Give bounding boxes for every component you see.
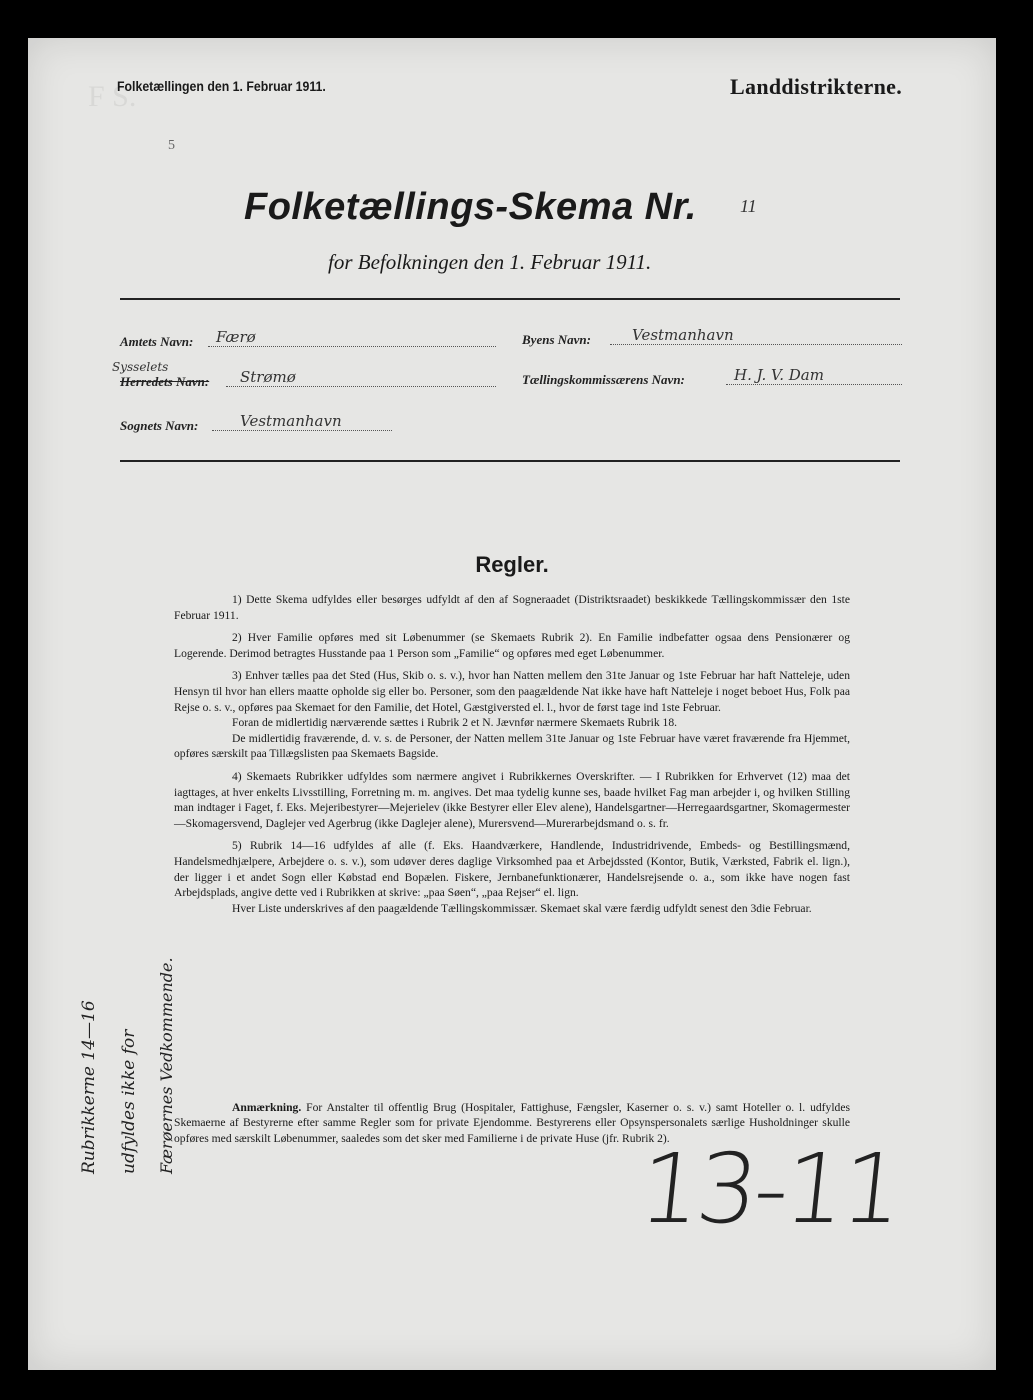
by-value: Vestmanhavn	[632, 326, 734, 344]
pencil-mark: 5	[168, 138, 175, 153]
note-text: For Anstalter til offentlig Brug (Hospitaler, Fattighuse, Fængsler, Kaserner o. s. v.) samt Hoteller o. l. udfyldes Skemaerne af Bestyrerne efter samme Regler som for private Ejendomme. Bestyrerens eller Opsynspersonalets særlige Husholdninger skulle opføres med særskilt Løbenummer, saaledes som det sker med Familierne i de private Huse (jfr. Rubrik 2).	[174, 1101, 850, 1145]
rule-paragraph-4: 4) Skemaets Rubrikker udfyldes som nærmere angivet i Rubrikkernes Overskrifter. — I Rubrikken for Erhvervet (12) maa det iagttages, at hver enkelts Livsstilling, Forretning m. m. angives. Det maa tydelig kunne ses, baade hvilket Fag man arbejder i, og hvilken Stilling man indtager i Faget, f. Eks. Mejeribestyrer—Mejerielev (ikke Bestyrer eller Elev alene), Handelsgartner—Herregaardsgartner, Skomagermester—Skomagersvend, Daglejer ved Agerbrug (ikke Daglejer alene), Murersvend—Murerarbejdsmand o. s. fr.	[174, 769, 850, 830]
herred-label-handwritten: Sysselets	[112, 360, 169, 374]
rules-heading: Regler.	[475, 552, 549, 577]
note-label: Anmærkning.	[232, 1101, 302, 1114]
faint-stamp-mark: F S.	[88, 80, 137, 113]
side-note-line-1: Rubrikkerne 14—16	[79, 1000, 99, 1174]
header-district-type: Landdistrikterne.	[730, 74, 902, 99]
form-subtitle: for Befolkningen den 1. Februar 1911.	[328, 250, 652, 274]
census-form-page	[28, 38, 996, 1370]
herred-dotted-line	[226, 386, 496, 387]
side-handwritten-note	[52, 938, 202, 1178]
rules-text	[174, 592, 850, 923]
kommissaer-dotted-line	[726, 384, 902, 385]
form-number: 11	[740, 196, 757, 216]
large-handwritten-number: 13-11	[634, 1133, 905, 1245]
top-divider	[120, 298, 900, 300]
rule-paragraph-3: 3) Enhver tælles paa det Sted (Hus, Skib o. s. v.), hvor han Natten mellem den 31te Januar og 1ste Februar har haft Natteleje, uden Hensyn til hvor han ellers maatte opholde sig eller bo. Personer, som den paagældende Nat ikke have haft Natteleje i noget beboet Hus, Folk paa Rejse o. s. v., opføres paa Skemaet for den Familie, det Hotel, Gæstgiversted el. l., hvor de først tage ind 1ste Februar.	[174, 669, 850, 714]
kommissaer-value: H. J. V. Dam	[734, 366, 824, 384]
herred-value: Strømø	[240, 368, 296, 386]
kommissaer-label: Tællingskommissærens Navn:	[522, 372, 685, 387]
sogn-dotted-line	[212, 430, 392, 431]
amt-dotted-line	[208, 346, 496, 347]
rule-paragraph-5: 5) Rubrik 14—16 udfyldes af alle (f. Eks. Haandværkere, Handlende, Industridrivende, Embeds- og Bestillingsmænd, Handelsmedhjælpere, Arbejdere o. s. v.), som udøver deres daglige Virksomhed paa et Arbejdssted (Kontor, Butik, Værksted, Fabrik el. lign.), der ligger i et andet Sogn eller Købstad end Bopælen. Fiskere, Jernbanefunktionærer, Handelsrejsende o. a., som ikke have nogen fast Arbejdsplads, angive dette ved i Rubrikken at skrive: „paa Søen“, „paa Rejser“ el. lign.	[174, 839, 850, 900]
rule-paragraph-3b: Foran de midlertidig nærværende sættes i Rubrik 2 et N. Jævnfør nærmere Skemaets Rubrik 18.	[232, 716, 678, 730]
herred-label-text: Herredets Navn:	[120, 374, 210, 389]
rule-paragraph-2: 2) Hver Familie opføres med sit Løbenummer (se Skemaets Rubrik 2). En Familie indbefatter ogsaa dens Pensionærer og Logerende. Derimod betragtes Husstande paa 1 Person som „Familie“ og opføres med eget Løbenummer.	[174, 631, 850, 660]
sogn-label: Sognets Navn:	[120, 418, 199, 433]
amt-label: Amtets Navn:	[120, 334, 194, 349]
sogn-value: Vestmanhavn	[240, 412, 342, 430]
amt-value: Færø	[216, 328, 256, 346]
header-census-date: Folketællingen den 1. Februar 1911.	[117, 78, 326, 94]
herred-label	[120, 374, 209, 390]
side-note-line-2: udfyldes ikke for	[119, 1029, 139, 1174]
side-note-line-3: Færøernes Vedkommende.	[157, 957, 176, 1174]
by-dotted-line	[610, 344, 902, 345]
rule-paragraph-1: 1) Dette Skema udfyldes eller besørges udfyldt af den af Sogneraadet (Distriktsraadet) beskikkede Tællingskommissær den 1ste Februar 1911.	[174, 593, 850, 622]
form-title: Folketællings-Skema Nr.	[244, 186, 697, 228]
rule-paragraph-signature: Hver Liste underskrives af den paagældende Tællingskommissær. Skemaet skal være færdig udfyldt senest den 3die Februar.	[232, 901, 812, 915]
by-label: Byens Navn:	[522, 332, 591, 347]
rule-paragraph-3c: De midlertidig fraværende, d. v. s. de Personer, der Natten mellem 31te Januar og 1ste Februar have været fraværende fra Hjemmet, opføres særskilt paa Tillægslisten paa Skemaets Bagside.	[174, 731, 850, 761]
fields-divider	[120, 460, 900, 462]
